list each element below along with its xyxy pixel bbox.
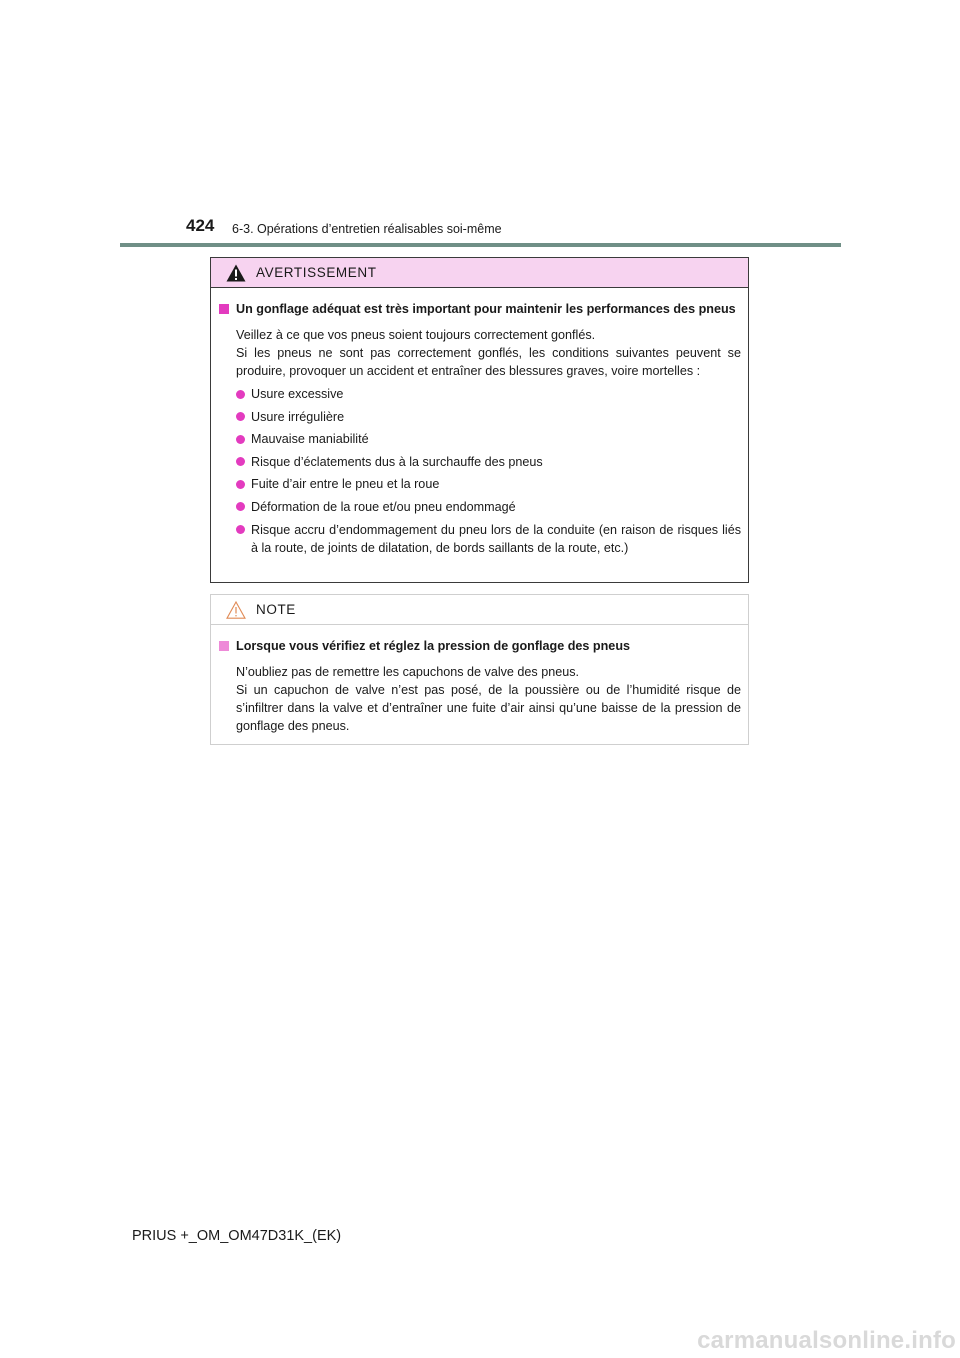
round-bullet-icon [236,502,245,511]
round-bullet-icon [236,457,245,466]
note-paragraph-2: Si un capuchon de valve n’est pas posé, de la poussière ou de l’humidité risque de s’infiltrer dans la valve et d’entraîner une fuite d’air ainsi qu’une baisse de la pression de gonflage des pneus. [236,683,741,733]
note-box-header [211,595,748,625]
note-title: NOTE [256,602,296,617]
note-heading-text: Lorsque vous vérifiez et réglez la pression de gonflage des pneus [236,639,631,653]
warning-paragraph-2: Si les pneus ne sont pas correctement gonflés, les conditions suivantes peuvent se produire, provoquer un accident et entraîner des blessures graves, voire mortelles : [236,346,741,378]
list-item: Fuite d’air entre le pneu et la roue [236,475,741,493]
section-title: 6-3. Opérations d’entretien réalisables soi-même [232,222,502,236]
square-bullet-icon [219,641,229,651]
list-item: Risque accru d’endommagement du pneu lors de la conduite (en raison de risques liés à la route, de joints de dilatation, de bords saillants de la route, etc.) [236,521,741,557]
warning-box-header [211,258,748,288]
list-item: Risque d’éclatements dus à la surchauffe des pneus [236,453,741,471]
document-code: PRIUS +_OM_OM47D31K_(EK) [132,1228,342,1244]
header-rule [120,243,841,247]
list-item: Mauvaise maniabilité [236,430,741,448]
round-bullet-icon [236,412,245,421]
warning-box [210,257,749,583]
note-paragraph [236,663,741,735]
note-paragraph-1: N’oubliez pas de remettre les capuchons de valve des pneus. [236,665,580,679]
warning-body [211,288,748,557]
warning-list [236,385,741,557]
watermark: carmanualsonline.info [697,1327,956,1354]
page-number: 424 [186,216,215,235]
caution-triangle-icon [226,601,246,619]
note-box [210,594,749,745]
warning-paragraph-1: Veillez à ce que vos pneus soient toujours correctement gonflés. [236,328,596,342]
round-bullet-icon [236,525,245,534]
warning-paragraph [236,326,741,380]
round-bullet-icon [236,390,245,399]
warning-title: AVERTISSEMENT [256,265,377,280]
round-bullet-icon [236,480,245,489]
note-heading [219,637,741,655]
note-body [211,625,748,735]
list-item: Usure excessive [236,385,741,403]
list-item: Déformation de la roue et/ou pneu endommagé [236,498,741,516]
square-bullet-icon [219,304,229,314]
warning-triangle-icon [226,264,246,282]
warning-heading [219,300,741,318]
warning-heading-text: Un gonflage adéquat est très important pour maintenir les performances des pneus [236,302,736,316]
list-item: Usure irrégulière [236,408,741,426]
round-bullet-icon [236,435,245,444]
